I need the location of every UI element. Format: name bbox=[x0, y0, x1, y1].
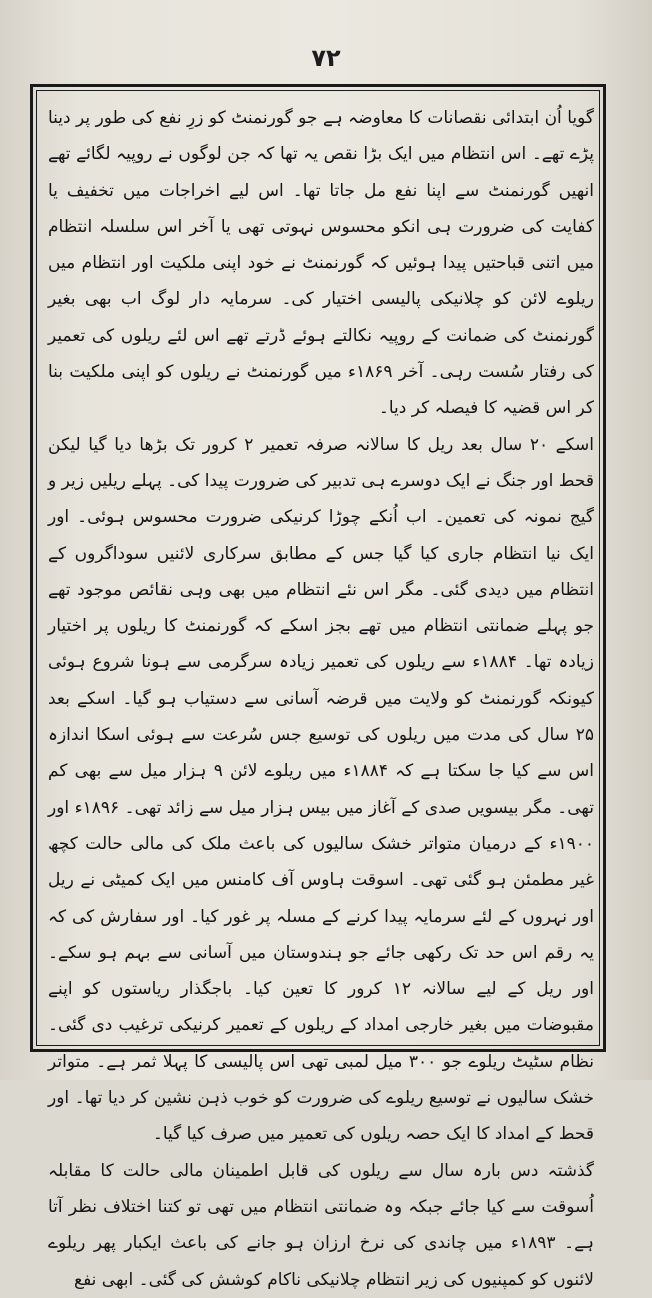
body-text bbox=[48, 100, 594, 1290]
paragraph-3: گذشتہ دس بارہ سال سے ریلوں کی قابل اطمینان مالی حالت کا مقابلہ اُسوقت سے کیا جائے جبکہ وہ ضمانتی انتظام میں تھی تو کتنا اختلاف نظر آتا ہے۔ ۱۸۹۳ء میں چاندی کی نرخ ارزان ہو جانے کی باعث ایکبار پھر ریلوے لائنوں کو کمپنیوں کی زیر انتظام چلانیکی ناکام کوشش کی گئی۔ ابھی نفع bbox=[48, 1160, 594, 1290]
paragraph-2: اسکے ۲۰ سال بعد ریل کا سالانہ صرفہ تعمیر ۲ کرور تک بڑھا دیا گیا لیکن قحط اور جنگ نے ایک دوسرے ہی تدبیر کی ضرورت پیدا کی۔ پہلے ریلیں زیر و گیج نمونہ کی تعمین۔ اب اُنکے چوڑا کرنیکی ضرورت محسوس ہوئی۔ اور ایک نیا انتظام جاری کیا گیا جس کے مطابق سرکاری لائنیں سوداگروں کے انتظام میں دیدی گئی۔ مگر اس نئے انتظام میں بھی وہی نقائص موجود تھے جو پہلے ضمانتی انتظام میں تھے بجز اسکے کہ گورنمنٹ کا ریلوں پر اختیار زیادہ تھا۔ ۱۸۸۴ء سے ریلوں کی تعمیر زیادہ سرگرمی سے ہونا شروع ہوئی کیونکہ گورنمنٹ کو ولایت میں قرضہ آسانی سے دستیاب ہو گیا۔ اسکے بعد ۲۵ سال کی مدت میں ریلوں کی توسیع جس سُرعت سے ہوئی اسکا اندازہ اس سے کیا جا سکتا ہے کہ ۱۸۸۴ء میں ریلوے لائن ۹ ہزار میل سے بھی کم تھی۔ مگر بیسویں صدی کے آغاز میں بیس ہزار میل سے زائد تھی۔ ۱۸۹۶ء اور ۱۹۰۰ء کے درمیان متواتر خشک سالیوں کی باعث ملک کی مالی حالت کچھ غیر مطمئن ہو گئی تھی۔ اسوقت ہاوس آف کامنس میں ایک کمیٹی نے ریل اور نہروں کے لئے سرمایہ پیدا کرنے کے مسلہ پر غور کیا۔ اور سفارش کی کہ یہ رقم اس حد تک رکھی جائے جو ہندوستان میں آسانی سے بہم ہو سکے۔ اور ریل کے لیے سالانہ ۱۲ کرور کا تعین کیا۔ باجگذار ریاستوں کو اپنے مقبوضات میں بغیر خارجی امداد کے ریلوں کے تعمیر کرنیکی ترغیب دی گئی۔ نظام سٹیٹ ریلوے جو ۳۰۰ میل لمبی تھی اس پالیسی کا پہلا ثمر ہے۔ متواتر خشک سالیوں نے توسیع ریلوے کی ضرورت کو خوب ذہن نشین کر دیا تھا۔ اور قحط کے امداد کا ایک حصہ ریلوں کی تعمیر میں صرف کیا گیا۔ bbox=[48, 434, 594, 1145]
paragraph-1: گویا اُن ابتدائی نقصانات کا معاوضہ ہے جو گورنمنٹ کو زرِ نفع کی طور پر دینا پڑے تھے۔ اس انتظام میں ایک بڑا نقص یہ تھا کہ جن لوگوں نے روپیہ لگائے تھے انھیں گورنمنٹ سے اپنا نفع مل جاتا تھا۔ اس لیے اخراجات میں تخفیف یا کفایت کی ضرورت ہی انکو محسوس نہوتی تھی یا آخر اس سلسلہ انتظام میں اتنی قباحتیں پیدا ہوئیں کہ گورنمنٹ نے خود اپنی ملکیت اور انتظام میں ریلوے لائن کو چلانیکی پالیسی اختیار کی۔ سرمایہ دار لوگ اب بھی بغیر گورنمنٹ کی ضمانت کے روپیہ نکالتے ہوئے ڈرتے تھے اس لئے ریلوں کی تعمیر کی رفتار سُست رہی۔ آخر ۱۸۶۹ء میں گورنمنٹ نے ریلوں کو اپنی ملکیت بنا کر اس قضیہ کا فیصلہ کر دیا۔ bbox=[48, 108, 594, 419]
page-number: ۷۲ bbox=[311, 44, 341, 72]
